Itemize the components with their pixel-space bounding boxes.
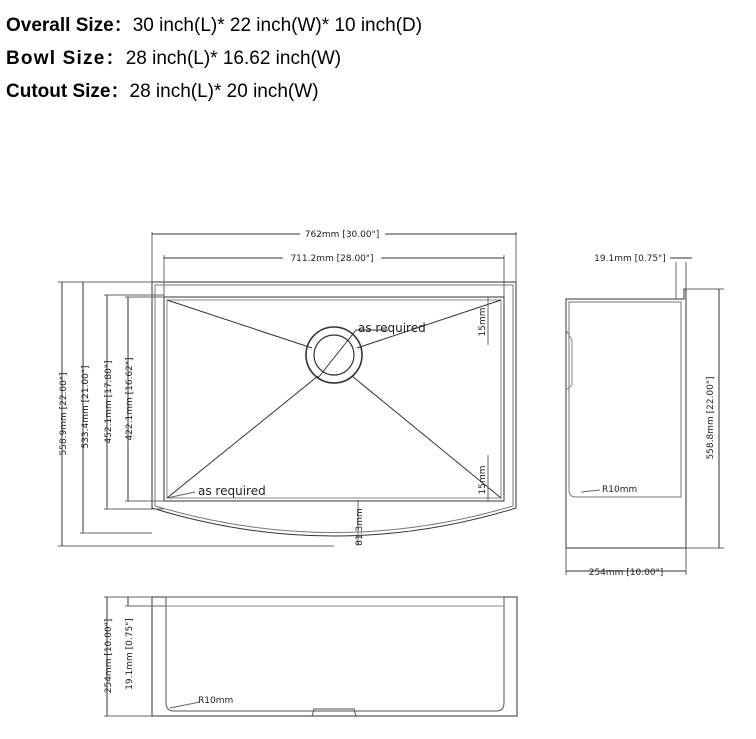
bowl-length-dim: 711.2mm [28.00"] [290, 254, 374, 264]
slope-line [167, 300, 312, 348]
width-1780-dim: 452.1mm [17.80"] [104, 360, 114, 444]
offset-bottom-dim: 15mm [478, 465, 488, 495]
overall-length-dim: 762mm [30.00"] [304, 230, 380, 240]
side-width-dim: 558.8mm [22.00"] [706, 376, 716, 460]
side-radius-dim: R10mm [602, 485, 638, 495]
overall-size-label: Overall Size： [6, 15, 133, 36]
offset-top-dim: 15mm [478, 307, 488, 337]
front-bowl [166, 597, 504, 711]
corner-note: as required [198, 484, 266, 498]
overall-size-value: 30 inch(L)* 22 inch(W)* 10 inch(D) [132, 15, 423, 36]
side-depth-dim: 254mm [10.00"] [588, 568, 664, 578]
front-radius-dim: R10mm [198, 696, 234, 706]
front-drain [312, 709, 356, 716]
side-bowl [569, 302, 681, 497]
front-depth-dim: 254mm [10.00"] [104, 618, 114, 694]
bowl-width-dim: 422.1mm [16.62"] [125, 357, 135, 441]
front-flange-dim: 19.1mm [0.75"] [125, 618, 135, 690]
side-view [566, 258, 724, 575]
side-profile [566, 289, 686, 548]
bowl-size-value: 28 inch(L)* 16.62 inch(W) [125, 48, 342, 69]
drain-note: as required [358, 321, 426, 335]
side-flange-dim: 19.1mm [0.75"] [594, 254, 666, 264]
apron-curve-dim: 81.3mm [355, 508, 365, 546]
cutout-size-label: Cutout Size： [6, 81, 130, 102]
slope-line [167, 376, 318, 498]
bowl-inner-line [167, 300, 501, 498]
bowl-size-label: Bowl Size： [6, 48, 126, 69]
width-21-dim: 533.4mm [21.00"] [81, 365, 91, 449]
drain-inner [314, 335, 354, 375]
overall-width-dim: 558.9mm [22.00"] [59, 372, 69, 456]
front-view [104, 597, 517, 716]
cutout-size-value: 28 inch(L)* 20 inch(W) [129, 81, 319, 102]
